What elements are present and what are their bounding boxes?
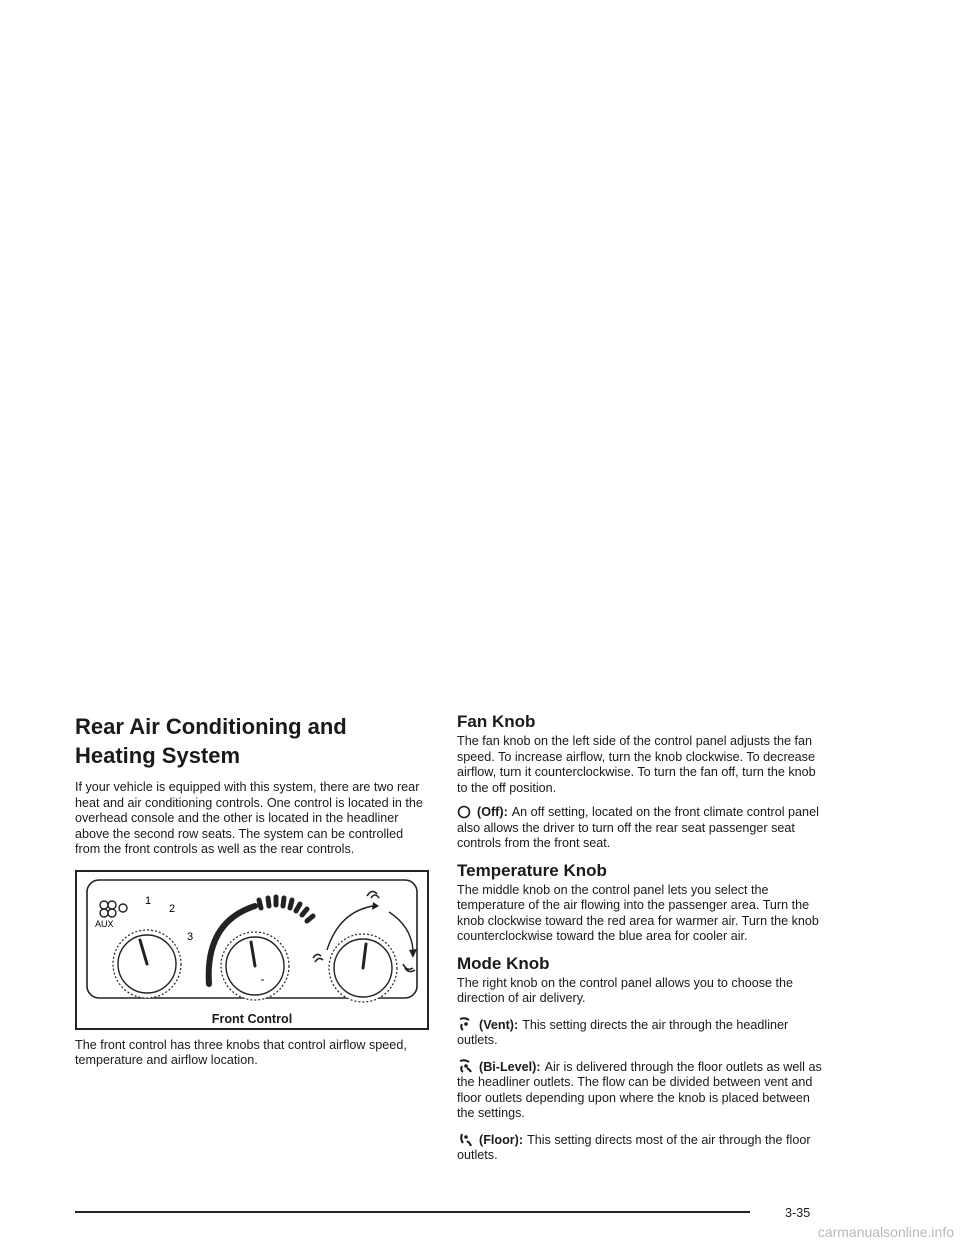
intro-paragraph: If your vehicle is equipped with this system, there are two rear heat and air conditioning controls. One control is located in the overhead console and the other is located in the headliner above the second row seats. The system can be controlled from the front controls as well as the rear controls. [75,780,423,856]
page-number: 3-35 [785,1206,811,1220]
bi-level-label: (Bi-Level): [479,1059,541,1074]
floor-text: This setting directs most of the air through the floor outlets. [457,1132,811,1162]
temperature-knob [221,932,289,1000]
floor-label: (Floor): [479,1132,524,1147]
front-control-description: The front control has three knobs that control airflow speed, temperature and airflow location. [75,1037,407,1067]
mode-knob-heading: Mode Knob [457,953,550,973]
mode-knob-section [457,954,827,1164]
temperature-knob-section [457,861,827,945]
front-control-illustration [77,872,427,1028]
mode-knob-body: The right knob on the control panel allows you to choose the direction of air delivery. [457,975,794,1005]
floor-paragraph [457,1131,827,1164]
off-label: (Off): [477,805,508,819]
figure-caption: Front Control [211,1011,293,1026]
fan-knob-body: The fan knob on the left side of the control panel adjusts the fan speed. To increase airflow, turn the knob clockwise. To decrease airflow, turn it counterclockwise. To turn the fan off, turn the knob to the off position. [457,734,816,795]
vent-paragraph [457,1016,827,1049]
bi-level-paragraph [457,1058,827,1122]
vent-text: This setting directs the air through the headliner outlets. [457,1017,789,1047]
floor-mode-icon [457,1131,473,1147]
vent-label: (Vent): [479,1017,519,1032]
footer-rule [75,1211,750,1213]
off-setting-paragraph [457,805,827,852]
fan-knob-heading: Fan Knob [457,712,536,731]
fan-knob [113,930,181,998]
fan-speed-2: 2 [169,902,176,915]
temperature-knob-heading: Temperature Knob [457,860,607,880]
watermark-text: carmanualsonline.info [817,1224,954,1240]
bi-level-mode-icon [457,1058,473,1074]
vent-mode-icon [457,1016,473,1032]
fan-speed-3: 3 [187,930,194,943]
aux-label: AUX [95,918,114,929]
fan-knob-section [457,712,827,852]
bi-level-text: Air is delivered through the floor outlets as well as the headliner outlets. The flow can be divided between vent and floor outlets depending upon where the knob is placed between the settings. [457,1059,822,1120]
temperature-knob-body: The middle knob on the control panel lets you select the temperature of the air flowing into the passenger area. Turn the knob clockwise toward the red area for warmer air. Turn the knob counterclockwise toward the blue area for cooler air. [457,882,819,943]
left-column [75,712,431,1079]
fan-speed-1: 1 [145,894,152,907]
section-title: Rear Air Conditioning and Heating System [75,714,347,768]
right-column [457,712,827,1173]
off-text: An off setting, located on the front climate control panel also allows the driver to turn off the rear seat passenger seat controls from the front seat. [457,805,819,850]
mode-knob [329,934,397,1002]
off-circle-icon [457,805,471,819]
front-control-figure [75,870,429,1030]
